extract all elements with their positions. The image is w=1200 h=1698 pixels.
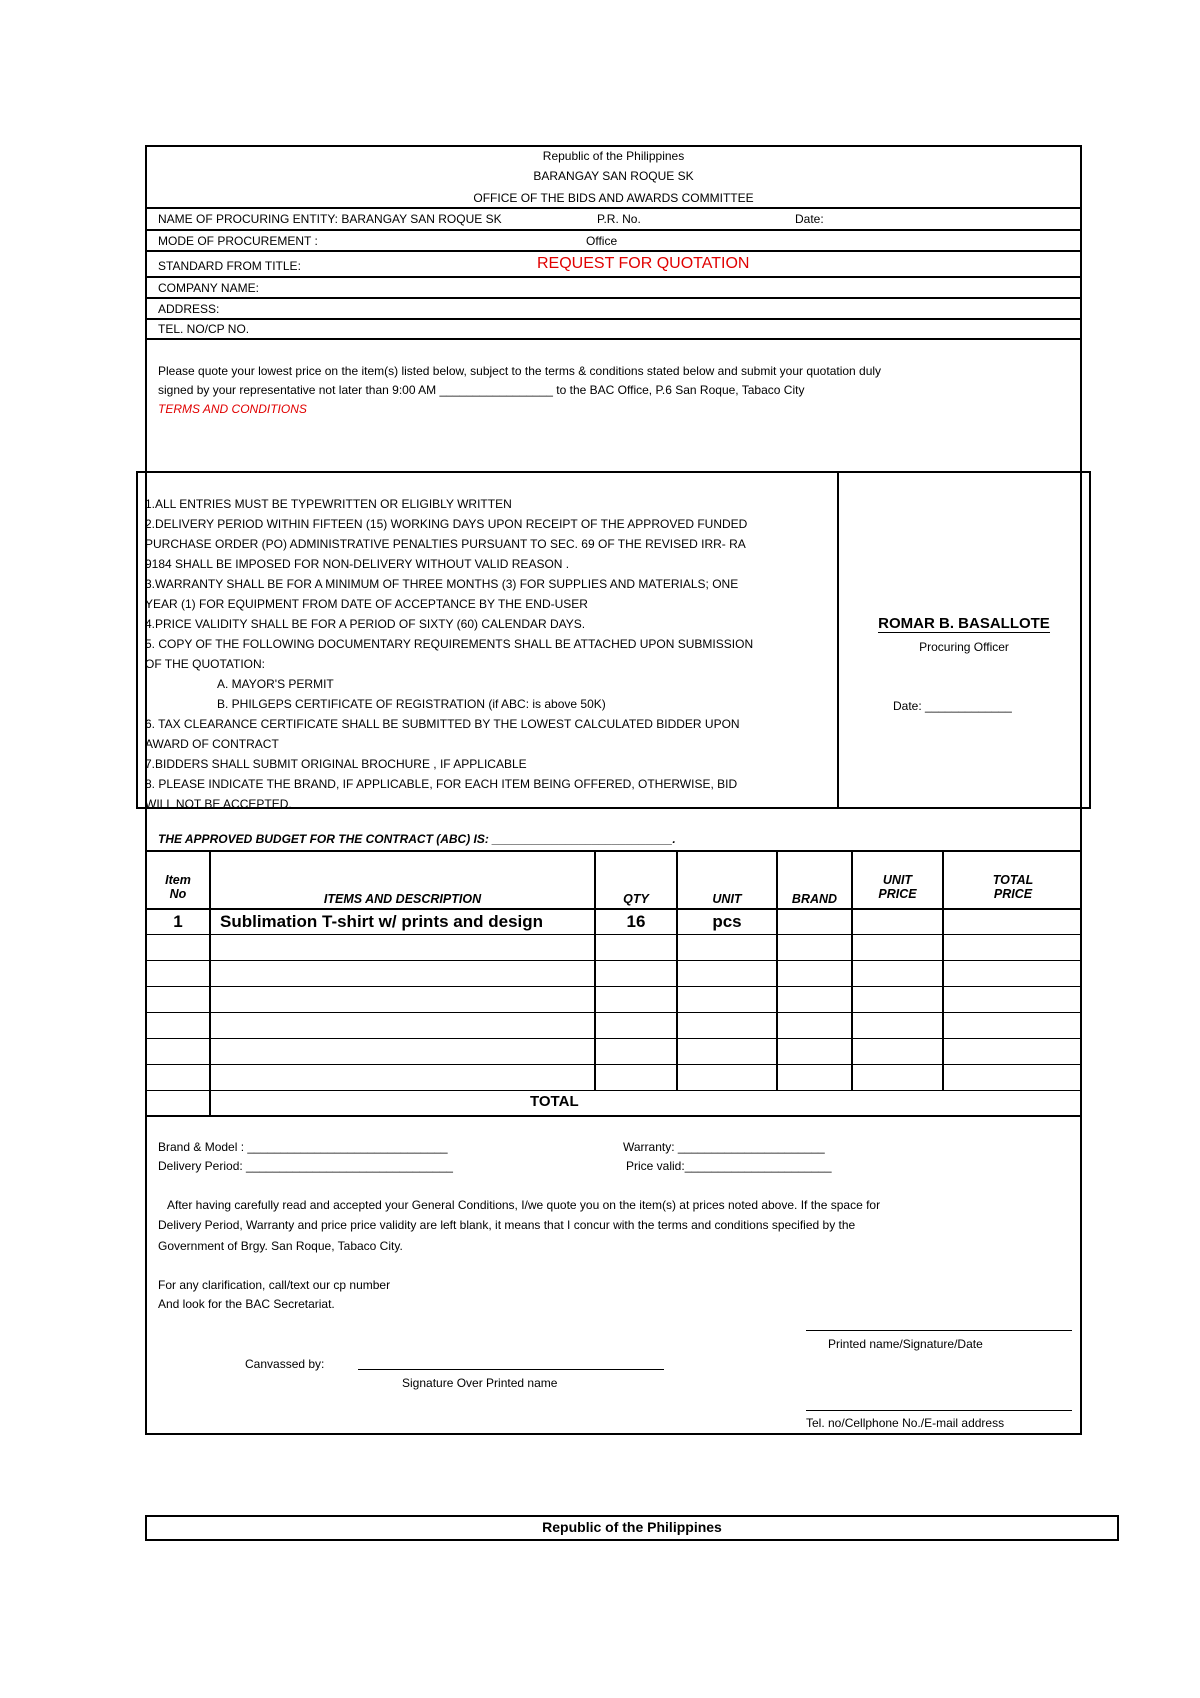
term-line: PURCHASE ORDER (PO) ADMINISTRATIVE PENALTIES PURSUANT TO SEC. 69 OF THE REVISED IRR- RA — [145, 537, 746, 551]
clarification-line-1: For any clarification, call/text our cp number — [158, 1278, 391, 1292]
row-unit: pcs — [712, 912, 742, 931]
term-line: 4.PRICE VALIDITY SHALL BE FOR A PERIOD OF SIXTY (60) CALENDAR DAYS. — [145, 617, 586, 631]
table-col-line — [776, 850, 778, 1090]
col-header-qty: QTY — [623, 892, 649, 906]
officer-title: Procuring Officer — [919, 640, 1009, 654]
col-header-item-1: Item — [165, 873, 191, 887]
col-header-total-price-1: TOTAL — [992, 873, 1034, 887]
address-label: ADDRESS: — [158, 302, 220, 316]
office-heading: OFFICE OF THE BIDS AND AWARDS COMMITTEE — [473, 191, 754, 205]
term-line: OF THE QUOTATION: — [145, 657, 265, 671]
divider — [145, 229, 1082, 231]
terms-heading: TERMS AND CONDITIONS — [158, 402, 307, 416]
term-line: YEAR (1) FOR EQUIPMENT FROM DATE OF ACCEPTANCE BY THE END-USER — [145, 597, 588, 611]
terms-list — [145, 494, 825, 814]
divider — [145, 250, 1082, 252]
canvassed-signature-line — [358, 1369, 664, 1370]
next-page-republic: Republic of the Philippines — [542, 1519, 722, 1535]
warranty-field: Warranty: ______________________ — [623, 1140, 825, 1154]
term-line: WILL NOT BE ACCEPTED. — [145, 797, 292, 811]
col-header-unit-price-2: PRICE — [878, 887, 917, 901]
divider — [145, 318, 1082, 320]
term-line: 1.ALL ENTRIES MUST BE TYPEWRITTEN OR ELIGIBLY WRITTEN — [145, 497, 512, 511]
company-name-label: COMPANY NAME: — [158, 281, 259, 295]
standard-form-label: STANDARD FROM TITLE: — [158, 259, 301, 273]
term-line: A. MAYOR'S PERMIT — [217, 677, 334, 691]
printed-name-label: Printed name/Signature/Date — [828, 1337, 983, 1351]
divider — [145, 297, 1082, 299]
delivery-period-field: Delivery Period: _______________________________ — [158, 1159, 453, 1173]
tel-email-label: Tel. no/Cellphone No./E-mail address — [806, 1416, 1005, 1430]
barangay-heading: BARANGAY SAN ROQUE SK — [533, 169, 694, 183]
abc-line: THE APPROVED BUDGET FOR THE CONTRACT (ABC) IS: ___________________________. — [158, 832, 676, 846]
table-bottom — [145, 1115, 1082, 1117]
procuring-entity-label: NAME OF PROCURING ENTITY: BARANGAY SAN ROQUE SK — [158, 212, 502, 226]
clarification-line-2: And look for the BAC Secretariat. — [158, 1297, 335, 1311]
officer-name — [839, 615, 1089, 633]
price-valid-field: Price valid:______________________ — [626, 1159, 832, 1173]
acceptance-para-3: Government of Brgy. San Roque, Tabaco City. — [158, 1239, 403, 1253]
total-label: TOTAL — [530, 1093, 579, 1110]
signature-over-label: Signature Over Printed name — [402, 1376, 558, 1390]
mode-label: MODE OF PROCUREMENT : — [158, 234, 318, 248]
table-row-line — [145, 1090, 1082, 1091]
term-line: B. PHILGEPS CERTIFICATE OF REGISTRATION (if ABC: is above 50K) — [217, 697, 606, 711]
signature-line — [806, 1330, 1072, 1331]
col-header-unit-price — [853, 873, 942, 901]
form-title: REQUEST FOR QUOTATION — [537, 255, 750, 272]
contact-line — [806, 1410, 1072, 1411]
term-line: 6. TAX CLEARANCE CERTIFICATE SHALL BE SUBMITTED BY THE LOWEST CALCULATED BIDDER UPON — [145, 717, 740, 731]
canvassed-by-label: Canvassed by: — [245, 1357, 325, 1371]
intro-line-1: Please quote your lowest price on the item(s) listed below, subject to the terms & conditions stated below and submit your quotation duly — [158, 364, 882, 378]
term-line: 7.BIDDERS SHALL SUBMIT ORIGINAL BROCHURE , IF APPLICABLE — [145, 757, 527, 771]
col-header-brand: BRAND — [791, 892, 838, 906]
mode-value: Office — [586, 234, 618, 248]
intro-line-2: signed by your representative not later than 9:00 AM _________________ to the BAC Office, P.6 San Roque, Tabaco City — [158, 383, 805, 397]
divider — [145, 207, 1082, 209]
table-col-line — [594, 850, 596, 1090]
acceptance-para-1: After having carefully read and accepted your General Conditions, I/we quote you on the item(s) at prices noted above. If the space for — [167, 1198, 881, 1212]
divider — [145, 338, 1082, 340]
term-line: 2.DELIVERY PERIOD WITHIN FIFTEEN (15) WORKING DAYS UPON RECEIPT OF THE APPROVED FUNDED — [145, 517, 748, 531]
col-header-unit: UNIT — [712, 892, 742, 906]
date-label: Date: — [795, 212, 824, 226]
col-header-desc: ITEMS AND DESCRIPTION — [323, 892, 482, 906]
acceptance-para-2: Delivery Period, Warranty and price price validity are left blank, it means that I concur with the terms and conditions specified by the — [158, 1218, 856, 1232]
term-line: AWARD OF CONTRACT — [145, 737, 279, 751]
term-line: 8. PLEASE INDICATE THE BRAND, IF APPLICABLE, FOR EACH ITEM BEING OFFERED, OTHERWISE, BID — [145, 777, 738, 791]
col-header-unit-price-1: UNIT — [882, 873, 913, 887]
col-header-item — [147, 873, 209, 901]
table-col-line — [676, 850, 678, 1090]
officer-date: Date: _____________ — [893, 699, 1012, 713]
col-header-total-price-2: PRICE — [993, 887, 1033, 901]
col-header-total-price — [944, 873, 1082, 901]
term-line: 3.WARRANTY SHALL BE FOR A MINIMUM OF THREE MONTHS (3) FOR SUPPLIES AND MATERIALS; ONE — [145, 577, 739, 591]
pr-no-label: P.R. No. — [597, 212, 641, 226]
col-header-item-2: No — [169, 887, 187, 901]
term-line: 5. COPY OF THE FOLLOWING DOCUMENTARY REQUIREMENTS SHALL BE ATTACHED UPON SUBMISSION — [145, 637, 754, 651]
republic-heading: Republic of the Philippines — [542, 149, 685, 163]
row-qty: 16 — [626, 912, 646, 931]
row-description: Sublimation T-shirt w/ prints and design — [220, 912, 544, 931]
divider — [145, 276, 1082, 278]
officer-name-text: ROMAR B. BASALLOTE — [878, 615, 1050, 632]
term-line: 9184 SHALL BE IMPOSED FOR NON-DELIVERY WITHOUT VALID REASON . — [145, 557, 570, 571]
tel-label: TEL. NO/CP NO. — [158, 322, 250, 336]
row-item-no: 1 — [173, 912, 183, 931]
brand-model-field: Brand & Model : ______________________________ — [158, 1140, 448, 1154]
table-col-line — [209, 850, 211, 1117]
